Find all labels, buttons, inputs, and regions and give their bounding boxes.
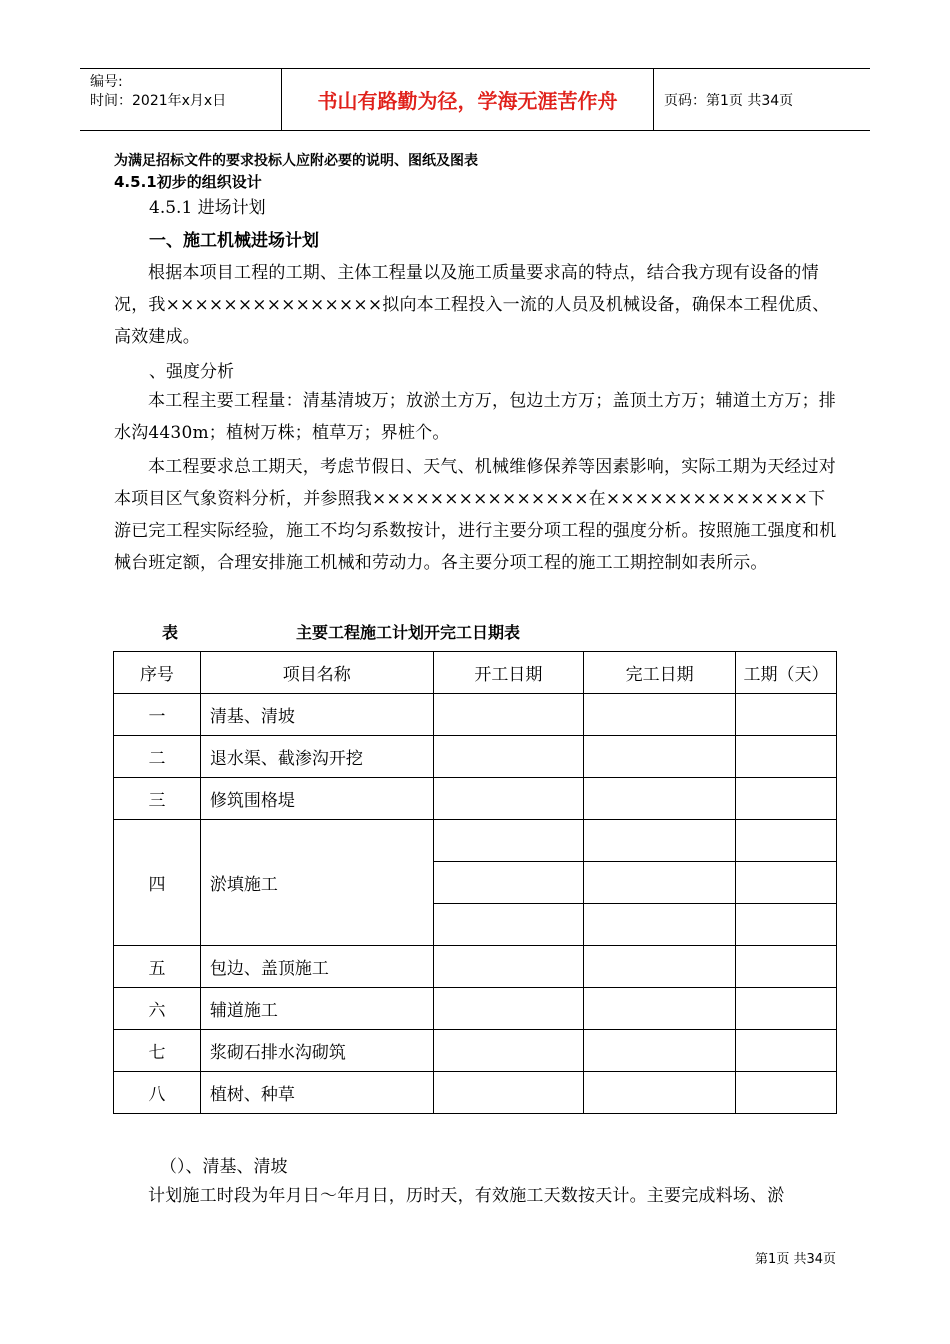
duration-cell xyxy=(736,946,837,988)
table-caption-title: 主要工程施工计划开完工日期表 xyxy=(296,623,521,642)
row-name: 修筑围格堤 xyxy=(200,778,433,820)
header-cell: 项目名称 xyxy=(200,652,433,694)
header-motto: 书山有路勤为径，学海无涯苦作舟 xyxy=(282,69,654,130)
intro-heading: 为满足招标文件的要求投标人应附必要的说明、图纸及图表 xyxy=(114,153,478,169)
start-date-cell xyxy=(433,694,584,736)
subsection-heading: （）、清基、清坡 xyxy=(160,1157,288,1177)
row-number: 一 xyxy=(114,694,201,736)
end-date-cell xyxy=(584,862,736,904)
duration-cell xyxy=(736,1030,837,1072)
end-date-cell xyxy=(584,946,736,988)
row-name: 浆砌石排水沟砌筑 xyxy=(200,1030,433,1072)
end-date-cell xyxy=(584,820,736,862)
row-name: 辅道施工 xyxy=(200,988,433,1030)
duration-cell xyxy=(736,904,837,946)
row-name: 植树、种草 xyxy=(200,1072,433,1114)
row-name: 清基、清坡 xyxy=(200,694,433,736)
paragraph-clearing: 计划施工时段为年月日～年月日，历时天，有效施工天数按天计。主要完成料场、淤 xyxy=(148,1186,785,1206)
header-cell: 工期（天） xyxy=(736,652,837,694)
duration-cell xyxy=(736,988,837,1030)
end-date-cell xyxy=(584,988,736,1030)
row-number: 七 xyxy=(114,1030,201,1072)
paragraph-intensity: 本工程要求总工期天，考虑节假日、天气、机械维修保养等因素影响，实际工期为天经过对本项目区气象资料分析，并参照我×××××××××××××××在××××××××××××××下游已完工程实际经验，施工不均匀系数按计，进行主要分项工程的强度分析。按照施工强度和机械台班定额，合理安排施工机械和劳动力。各主要分项工程的施工工期控制如表所示。 xyxy=(114,457,837,573)
section-heading: 4.5.1初步的组织设计 xyxy=(114,173,262,191)
page-header xyxy=(80,68,870,131)
end-date-cell xyxy=(584,736,736,778)
start-date-cell xyxy=(433,946,584,988)
duration-cell xyxy=(736,820,837,862)
end-date-cell xyxy=(584,904,736,946)
row-number: 八 xyxy=(114,1072,201,1114)
duration-cell xyxy=(736,736,837,778)
start-date-cell xyxy=(433,820,584,862)
table-row xyxy=(114,736,837,778)
table-row xyxy=(114,820,837,862)
duration-cell xyxy=(736,862,837,904)
duration-cell xyxy=(736,778,837,820)
row-number: 五 xyxy=(114,946,201,988)
table-row xyxy=(114,988,837,1030)
end-date-cell xyxy=(584,778,736,820)
table-row xyxy=(114,1030,837,1072)
page-footer: 第1页 共34页 xyxy=(755,1252,836,1267)
row-name: 退水渠、截渗沟开挖 xyxy=(200,736,433,778)
duration-cell xyxy=(736,694,837,736)
header-page-label: 页码：第1页 共34页 xyxy=(664,92,794,109)
document-time-label: 时间：2021年x月x日 xyxy=(90,93,227,109)
table-row xyxy=(114,946,837,988)
header-cell: 序号 xyxy=(114,652,201,694)
header-cell: 开工日期 xyxy=(433,652,584,694)
end-date-cell xyxy=(584,694,736,736)
start-date-cell xyxy=(433,988,584,1030)
table-header-row xyxy=(114,652,837,694)
document-number-label: 编号: xyxy=(90,74,123,90)
start-date-cell xyxy=(433,736,584,778)
machinery-heading: 一、施工机械进场计划 xyxy=(149,231,319,251)
intensity-heading: 、强度分析 xyxy=(149,362,234,382)
table-row xyxy=(114,778,837,820)
end-date-cell xyxy=(584,1030,736,1072)
table-caption-label: 表 xyxy=(162,623,179,642)
row-number: 六 xyxy=(114,988,201,1030)
row-name: 淤填施工 xyxy=(200,820,433,946)
start-date-cell xyxy=(433,1030,584,1072)
duration-cell xyxy=(736,1072,837,1114)
row-number: 四 xyxy=(114,820,201,946)
start-date-cell xyxy=(433,778,584,820)
start-date-cell xyxy=(433,1072,584,1114)
header-cell: 完工日期 xyxy=(584,652,736,694)
start-date-cell xyxy=(433,904,584,946)
table-row xyxy=(114,1072,837,1114)
row-number: 三 xyxy=(114,778,201,820)
table-row xyxy=(114,694,837,736)
row-number: 二 xyxy=(114,736,201,778)
row-name: 包边、盖顶施工 xyxy=(200,946,433,988)
sub-heading: 4.5.1 进场计划 xyxy=(149,198,266,218)
end-date-cell xyxy=(584,1072,736,1114)
header-meta xyxy=(80,69,282,130)
paragraph-equipment: 根据本项目工程的工期、主体工程量以及施工质量要求高的特点，结合我方现有设备的情况，我×××××××××××××××拟向本工程投入一流的人员及机械设备，确保本工程优质、高效建成。 xyxy=(114,263,830,347)
start-date-cell xyxy=(433,862,584,904)
schedule-table xyxy=(113,651,837,1114)
paragraph-quantities: 本工程主要工程量：清基清坡万；放淤土方万，包边土方万；盖顶土方万；辅道土方万；排水沟4430m；植树万株；植草万；界桩个。 xyxy=(114,391,836,443)
